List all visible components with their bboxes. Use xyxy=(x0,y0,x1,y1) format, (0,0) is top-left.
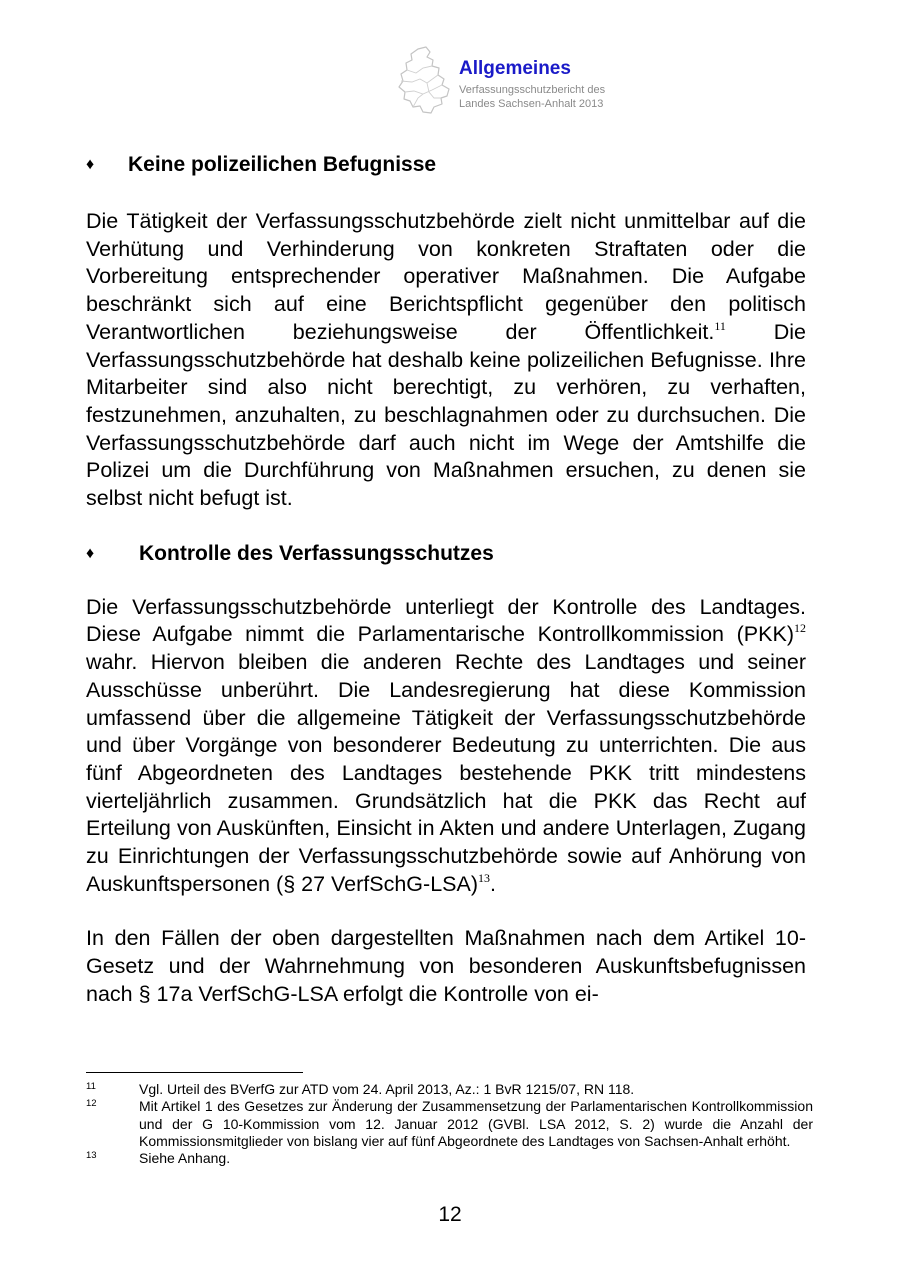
footnote-number: 13 xyxy=(86,1150,97,1162)
footnote-12 xyxy=(86,1098,813,1150)
section-heading-text: Kontrolle des Verfassungsschutzes xyxy=(139,541,494,565)
paragraph-artikel-10: In den Fällen der oben dargestellten Maßnahmen nach dem Artikel 10-Gesetz und der Wahrnehmung von besonderen Auskunftsbefugnissen nach § 17a VerfSchG-LSA erfolgt die Kontrolle von ei- xyxy=(86,926,806,1006)
section-heading-text: Keine polizeilichen Befugnisse xyxy=(128,153,437,176)
footnote-text: Vgl. Urteil des BVerfG zur ATD vom 24. April 2013, Az.: 1 BvR 1215/07, RN 118. xyxy=(139,1081,635,1097)
footnote-ref-11: 11 xyxy=(714,318,726,333)
footnote-text: Siehe Anhang. xyxy=(139,1150,231,1167)
footnote-11 xyxy=(86,1081,813,1098)
paragraph-text: wahr. Hiervon bleiben die anderen Rechte des Landtages und seiner Ausschüsse unberührt. Die Landesregierung hat diese Kommission umfassend über die allgemeine Tätigkeit der Verfassungsschutzbehörde und über Vorgänge von besonderer Bedeutung zu unterrichten. Die aus fünf Abgeordneten des Landtages bestehende PKK tritt mindestens vierteljährlich zusammen. Grundsätzlich hat die PKK das Recht auf Erteilung von Auskünften, Einsicht in Akten und andere Unterlagen, Zugang zu Einrichtungen der Verfassungsschutzbehörde sowie auf Anhörung von Auskunftspersonen (§ 27 VerfSchG-LSA) xyxy=(86,650,806,896)
header-subtitle-line-1: Verfassungsschutzbericht des xyxy=(459,84,606,96)
paragraph-text: Die Tätigkeit der Verfassungsschutzbehörde zielt nicht unmittelbar auf die Verhütung und Verhinderung von konkreten Straftaten oder die Vorbereitung entsprechender operativer Maßnahmen. Die Aufgabe beschränkt sich auf eine Berichtspflicht gegenüber den politisch Verantwortlichen beziehungsweise der Öffentlichkeit. xyxy=(86,209,806,344)
footnote-number: 11 xyxy=(86,1081,96,1092)
footnote-ref-12: 12 xyxy=(794,621,806,636)
footnote-divider xyxy=(86,1072,303,1073)
footnote-number: 12 xyxy=(86,1098,97,1110)
section-heading-befugnisse xyxy=(86,150,806,180)
page-header xyxy=(396,44,656,116)
paragraph-kontrolle xyxy=(86,594,806,899)
header-title: Allgemeines xyxy=(459,58,571,79)
footnote-13 xyxy=(86,1150,813,1167)
header-subtitle-line-2: Landes Sachsen-Anhalt 2013 xyxy=(459,98,604,110)
paragraph-text: Die Verfassungsschutzbehörde unterliegt der Kontrolle des Landtages. Diese Aufgabe nimmt die Parlamentarische Kontrollkommission (PKK) xyxy=(86,594,806,647)
sachsen-anhalt-map-icon xyxy=(396,46,454,116)
footnote-ref-13: 13 xyxy=(478,870,490,885)
header-subtitle xyxy=(459,83,649,111)
footnotes xyxy=(86,1081,813,1167)
paragraph-befugnisse xyxy=(86,208,806,513)
main-content xyxy=(86,150,806,1009)
diamond-bullet-icon: ♦ xyxy=(86,544,95,562)
page-number: 12 xyxy=(438,1203,462,1226)
footnote-text: Mit Artikel 1 des Gesetzes zur Änderung der Zusammensetzung der Parlamentarischen Kontrollkommission und der G 10-Kommission vom 12. Januar 2012 (GVBl. LSA 2012, S. 2) wurde die Anzahl der Kommissionsmitglieder von bislang vier auf fünf Abgeordnete des Landtages von Sachsen-Anhalt erhöht. xyxy=(139,1098,813,1149)
section-heading-kontrolle xyxy=(86,539,806,569)
diamond-bullet-icon: ♦ xyxy=(86,156,95,173)
paragraph-text: . xyxy=(490,871,496,896)
paragraph-text: Die Verfassungsschutzbehörde hat deshalb keine polizeilichen Befugnisse. Ihre Mitarbeiter sind also nicht berechtigt, zu verhören, zu verhaften, festzunehmen, anzuhalten, zu beschlagnahmen oder zu durchsuchen. Die Verfassungsschutzbehörde darf auch nicht im Wege der Amtshilfe die Polizei um die Durchführung von Maßnahmen ersuchen, zu denen sie selbst nicht befugt ist. xyxy=(86,319,806,511)
